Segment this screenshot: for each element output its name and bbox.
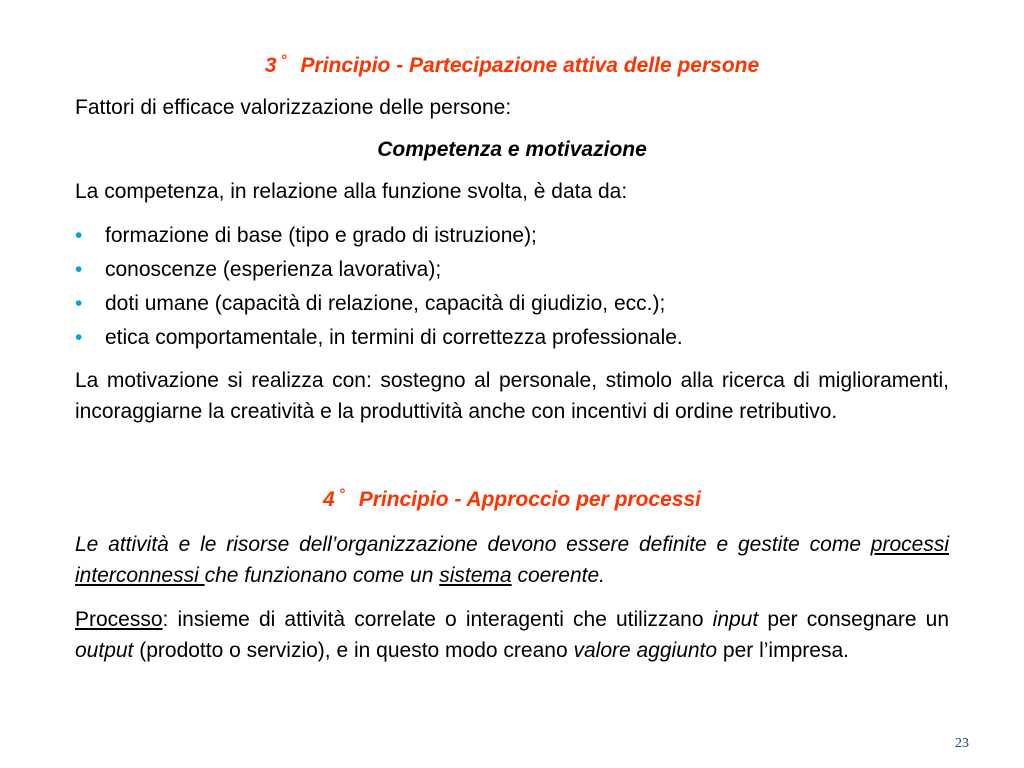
processes-link-text: processi interconnessi (75, 533, 949, 587)
list-item-text: doti umane (capacità di relazione, capacità di giudizio, ecc.); (105, 292, 666, 315)
output-term: output (75, 639, 134, 662)
list-item (75, 324, 683, 352)
heading-principle-4 (0, 486, 1024, 516)
list-item-text: formazione di base (tipo e grado di istruzione); (105, 224, 537, 247)
added-value-term: valore aggiunto (573, 639, 718, 662)
heading-principle-3 (0, 52, 1024, 82)
process-text: per consegnare un (758, 608, 949, 631)
bullet-icon: • (75, 292, 83, 315)
list-item (75, 222, 537, 250)
competence-intro: La competenza, in relazione alla funzione svolta, è data da: (75, 180, 628, 203)
list-item-text: conoscenze (esperienza lavorativa); (105, 258, 442, 281)
degree-symbol: ° (280, 52, 287, 69)
process-text: : insieme di attività correlate o interagenti che utilizzano (162, 608, 713, 631)
activities-text: coerente. (511, 564, 606, 587)
motivation-paragraph: La motivazione si realizza con: sostegno al personale, stimolo alla ricerca di miglioramenti, incoraggiarne la creatività e la produttività anche con incentivi di ordine retributivo. (75, 369, 949, 423)
list-item (75, 256, 441, 284)
heading-text: Principio - Approccio per processi (358, 488, 701, 511)
list-item (75, 290, 665, 318)
heading-number: 3 (264, 54, 277, 77)
process-text: (prodotto o servizio), e in questo modo creano (133, 639, 574, 662)
activities-text: Le attività e le risorse dell’organizzazione devono essere definite e gestite come (75, 533, 871, 556)
heading-number: 4 (323, 488, 335, 511)
process-text: per l’impresa. (717, 639, 849, 662)
process-paragraph (75, 604, 949, 666)
activities-text: che funzionano come un (204, 564, 440, 587)
bullet-icon: • (75, 258, 83, 281)
subheading-competence: Competenza e motivazione (377, 138, 647, 161)
intro-text: Fattori di efficace valorizzazione delle persone: (75, 96, 512, 119)
activities-paragraph (75, 529, 949, 591)
input-term: input (712, 608, 759, 631)
degree-symbol: ° (338, 486, 345, 503)
page-number: 23 (955, 736, 969, 751)
list-item-text: etica comportamentale, in termini di correttezza professionale. (105, 326, 683, 349)
process-term: Processo (75, 608, 163, 631)
heading-text: Principio - Partecipazione attiva delle persone (300, 54, 760, 77)
bullet-icon: • (75, 326, 83, 349)
system-link-text: sistema (439, 564, 512, 587)
bullet-icon: • (75, 224, 83, 247)
